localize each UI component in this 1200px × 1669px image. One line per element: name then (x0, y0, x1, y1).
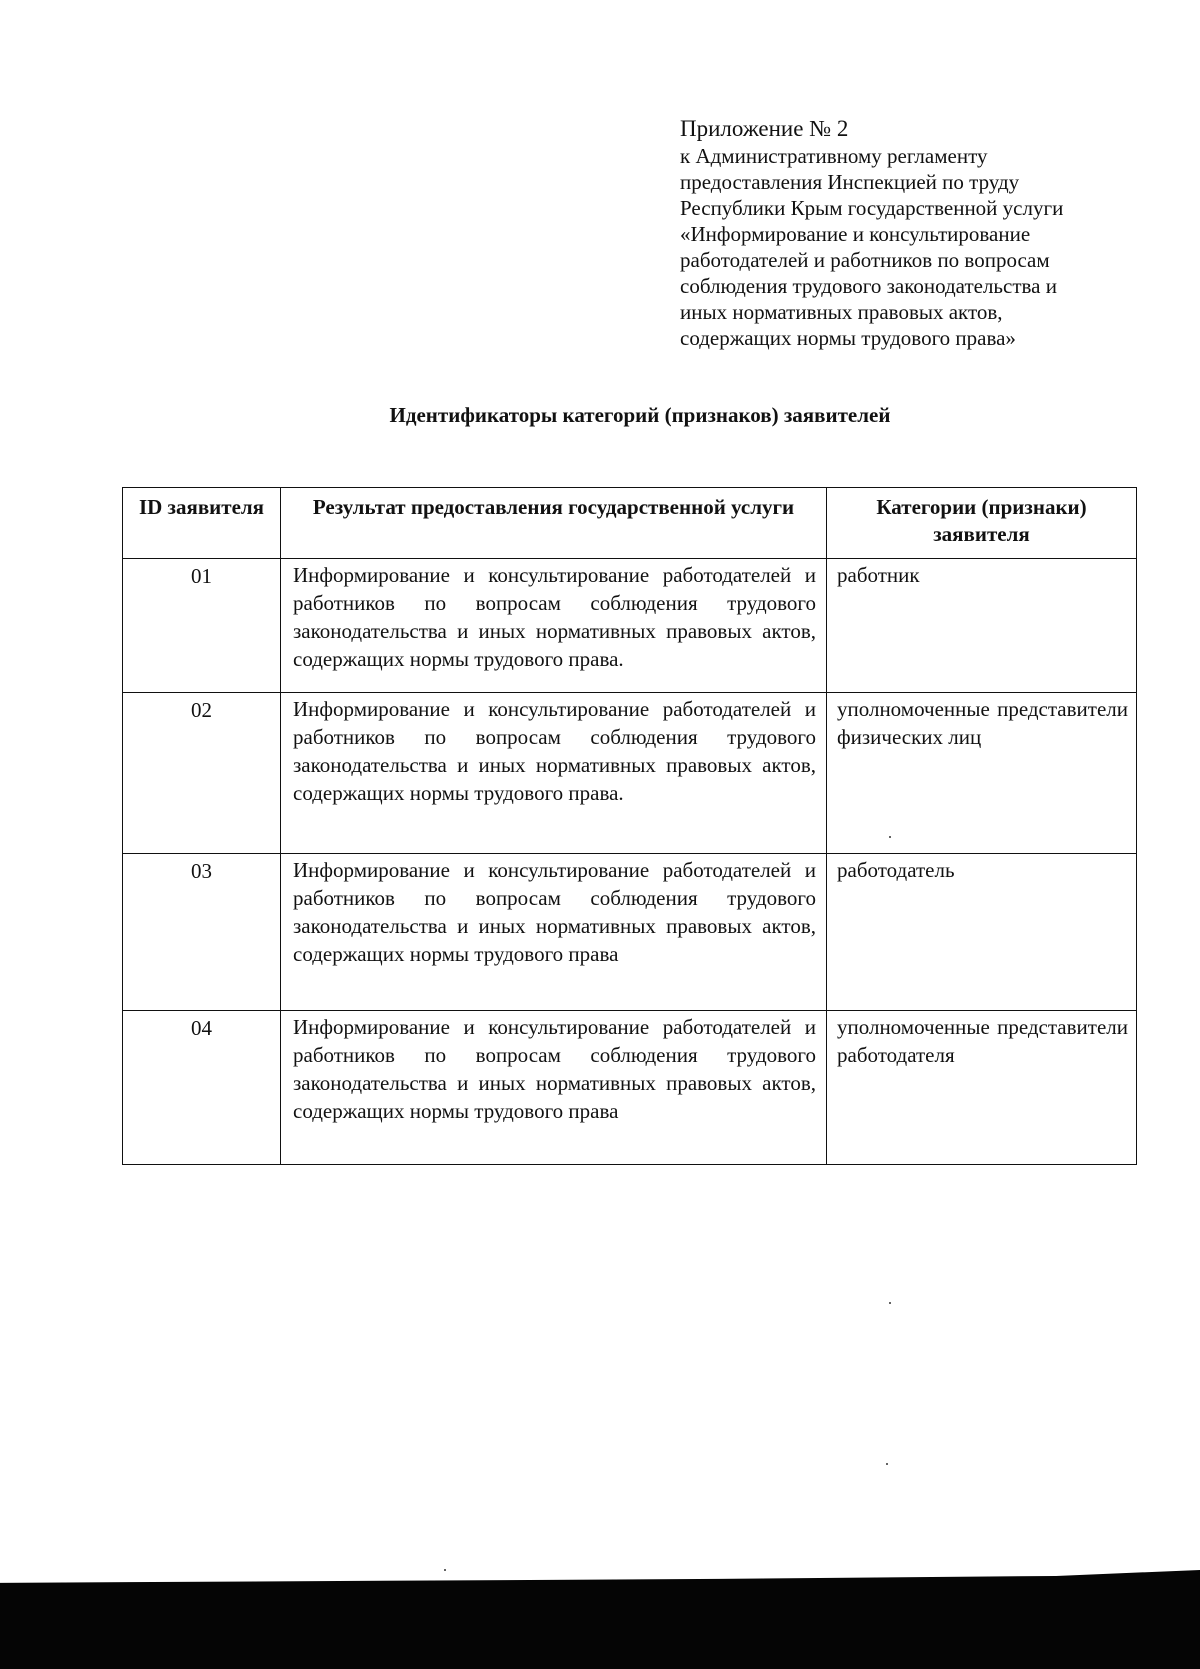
annex-reference-block (680, 115, 1150, 351)
service-result-cell: Информирование и консультирование работодателей и работников по вопросам соблюдения трудового законодательства и иных нормативных правовых актов, содержащих нормы трудового права (281, 854, 827, 1011)
annex-line: иных нормативных правовых актов, (680, 300, 1003, 324)
applicant-id-cell: 01 (123, 559, 281, 693)
applicant-id-cell: 02 (123, 693, 281, 854)
applicant-id-cell: 04 (123, 1011, 281, 1165)
annex-line: «Информирование и консультирование (680, 222, 1031, 246)
annex-line: Республики Крым государственной услуги (680, 196, 1064, 220)
applicant-category-cell: работник (827, 559, 1137, 693)
table-row (123, 1011, 1137, 1165)
table-row (123, 693, 1137, 854)
service-result-cell: Информирование и консультирование работодателей и работников по вопросам соблюдения трудового законодательства и иных нормативных правовых актов, содержащих нормы трудового права (281, 1011, 827, 1165)
service-result-cell: Информирование и консультирование работодателей и работников по вопросам соблюдения трудового законодательства и иных нормативных правовых актов, содержащих нормы трудового права. (281, 693, 827, 854)
scan-speck (889, 836, 891, 838)
applicant-category-cell: уполномоченные представители работодателя (827, 1011, 1137, 1165)
scan-speck (886, 1463, 888, 1465)
applicant-category-cell: работодатель (827, 854, 1137, 1011)
annex-line: соблюдения трудового законодательства и (680, 274, 1057, 298)
table-row (123, 854, 1137, 1011)
annex-line: предоставления Инспекцией по труду (680, 170, 1020, 194)
column-header-result: Результат предоставления государственной услуги (281, 488, 827, 559)
scan-speck (889, 1302, 891, 1304)
document-title: Идентификаторы категорий (признаков) заявителей (389, 403, 891, 427)
annex-line: содержащих нормы трудового права» (680, 326, 1016, 350)
applicant-id-cell: 03 (123, 854, 281, 1011)
scan-edge-shadow (0, 1570, 1200, 1669)
scan-speck (444, 1569, 446, 1571)
applicant-identifiers-table (122, 487, 1137, 1165)
service-result-cell: Информирование и консультирование работодателей и работников по вопросам соблюдения трудового законодательства и иных нормативных правовых актов, содержащих нормы трудового права. (281, 559, 827, 693)
annex-line: работодателей и работников по вопросам (680, 248, 1050, 272)
annex-line: к Административному регламенту (680, 144, 988, 168)
column-header-category: Категории (признаки) заявителя (827, 488, 1137, 559)
table-row (123, 559, 1137, 693)
applicant-category-cell: уполномоченные представители физических лиц (827, 693, 1137, 854)
table-header-row (123, 488, 1137, 559)
annex-number-line: Приложение № 2 (680, 116, 849, 141)
column-header-id: ID заявителя (123, 488, 281, 559)
